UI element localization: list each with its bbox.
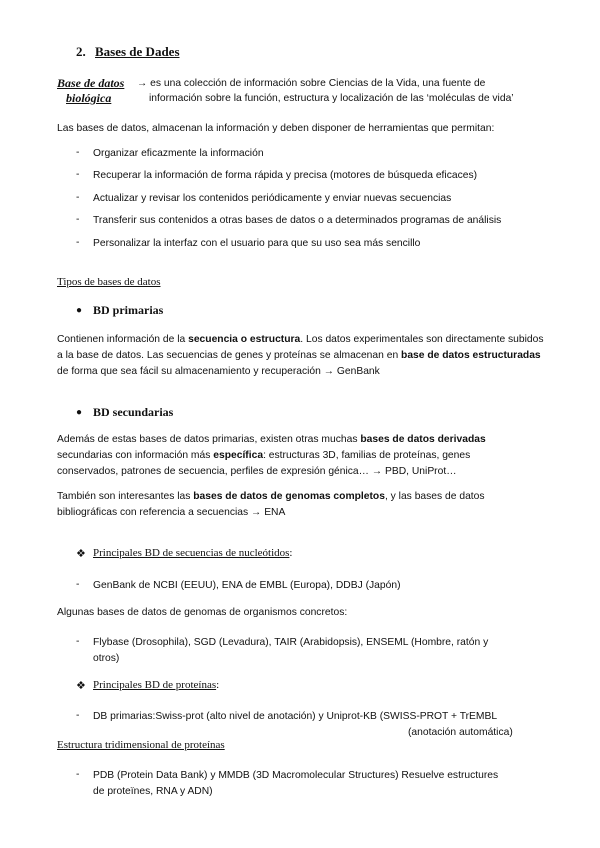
dash-marker: -: [76, 147, 80, 158]
secondary-text-1: Además de estas bases de datos primarias, existen otras muchas: [57, 434, 361, 445]
list-item: Personalizar la interfaz con el usuario para que su uso sea más sencillo: [93, 238, 421, 249]
dash-marker: -: [76, 769, 80, 780]
structure-heading: Estructura tridimensional de proteínas: [57, 739, 225, 751]
genomes-text-1: También son interesantes las: [57, 491, 194, 502]
dash-marker: -: [76, 710, 80, 721]
definition-line1: → es una colección de información sobre Ciencias de la Vida, una fuente de: [137, 78, 486, 89]
dash-marker: -: [76, 192, 80, 203]
bullet-icon: ●: [76, 305, 83, 316]
secondary-paragraph: [57, 432, 527, 480]
genomes-intro: Algunas bases de datos de genomas de organismos concretos:: [57, 607, 348, 618]
secondary-text-2: secundarias con información más: [57, 450, 214, 461]
proteins-colon: :: [216, 679, 220, 691]
section-number: 2.: [76, 44, 86, 59]
proteins-heading-text: Principales BD de proteínas: [93, 679, 217, 691]
nucleotides-heading: [93, 547, 292, 559]
list-item: Organizar eficazmente la información: [93, 148, 264, 159]
list-item-continuation: (anotación automática): [408, 727, 513, 738]
primary-title: BD primarias: [93, 303, 164, 317]
list-item: Actualizar y revisar los contenidos periódicamente y enviar nuevas secuencias: [93, 193, 452, 204]
nucleotides-colon: :: [289, 547, 293, 559]
proteins-heading: [93, 679, 219, 691]
list-item-continuation: de proteïnes, RNA y ADN): [93, 786, 213, 797]
intro-text: Las bases de datos, almacenan la información y deben disponer de herramientas que permitan:: [57, 123, 495, 134]
list-item: GenBank de NCBI (EEUU), ENA de EMBL (Europa), DDBJ (Japón): [93, 580, 401, 591]
definition-term-line1: Base de datos: [57, 76, 125, 90]
secondary-bold-1: bases de datos derivadas: [360, 434, 486, 445]
primary-paragraph: [57, 332, 547, 380]
genomes-bold: bases de datos de genomas completos: [193, 491, 385, 502]
dash-marker: -: [76, 237, 80, 248]
dash-marker: -: [76, 169, 80, 180]
secondary-title: BD secundarias: [93, 405, 174, 419]
genomes-text-2: , y las bases de datos bibliográficas con referencia a secuencias → ENA: [57, 491, 485, 518]
primary-bold-1: secuencia o estructura: [188, 334, 301, 345]
secondary-text-3: : estructuras 3D, familias de proteínas, genes conservados, patrones de secuencia, perfiles de expresión génica… → PBD, UniProt…: [57, 450, 471, 477]
diamond-bullet-icon: ❖: [76, 680, 86, 692]
definition-term-line2: biológica: [66, 91, 112, 105]
list-item: Recuperar la información de forma rápida y precisa (motores de búsqueda eficaces): [93, 170, 478, 181]
bullet-icon: ●: [76, 407, 83, 418]
primary-text-3: de forma que sea fácil su almacenamiento y recuperación → GenBank: [57, 366, 380, 377]
list-item-continuation: otros): [93, 653, 120, 664]
diamond-bullet-icon: ❖: [76, 548, 86, 560]
genomes-paragraph: [57, 489, 537, 521]
dash-marker: -: [76, 636, 80, 647]
dash-marker: -: [76, 579, 80, 590]
list-item: Transferir sus contenidos a otras bases de datos o a determinados programas de análisis: [93, 215, 502, 226]
primary-text-2: . Los datos experimentales son directamente subidos a la base de datos. Las secuencias de genes y proteínas se almacenan en: [57, 334, 544, 361]
primary-bold-2: base de datos estructuradas: [401, 350, 541, 361]
section-title: [76, 44, 180, 60]
definition-line2: información sobre la función, estructura y localización de las ‘moléculas de vida’: [149, 93, 514, 104]
types-heading: Tipos de bases de datos: [57, 276, 161, 288]
nucleotides-heading-text: Principales BD de secuencias de nucleótidos: [93, 547, 290, 559]
dash-marker: -: [76, 214, 80, 225]
section-title-text: Bases de Dades: [95, 44, 180, 59]
list-item: Flybase (Drosophila), SGD (Levadura), TAIR (Arabidopsis), ENSEML (Hombre, ratón y: [93, 637, 489, 648]
primary-text-1: Contienen información de la: [57, 334, 189, 345]
secondary-bold-2: específica: [213, 450, 264, 461]
list-item: PDB (Protein Data Bank) y MMDB (3D Macromolecular Structures) Resuelve estructures: [93, 770, 499, 781]
list-item: DB primarias:Swiss-prot (alto nivel de anotación) y Uniprot-KB (SWISS-PROT + TrEMBL: [93, 711, 498, 722]
